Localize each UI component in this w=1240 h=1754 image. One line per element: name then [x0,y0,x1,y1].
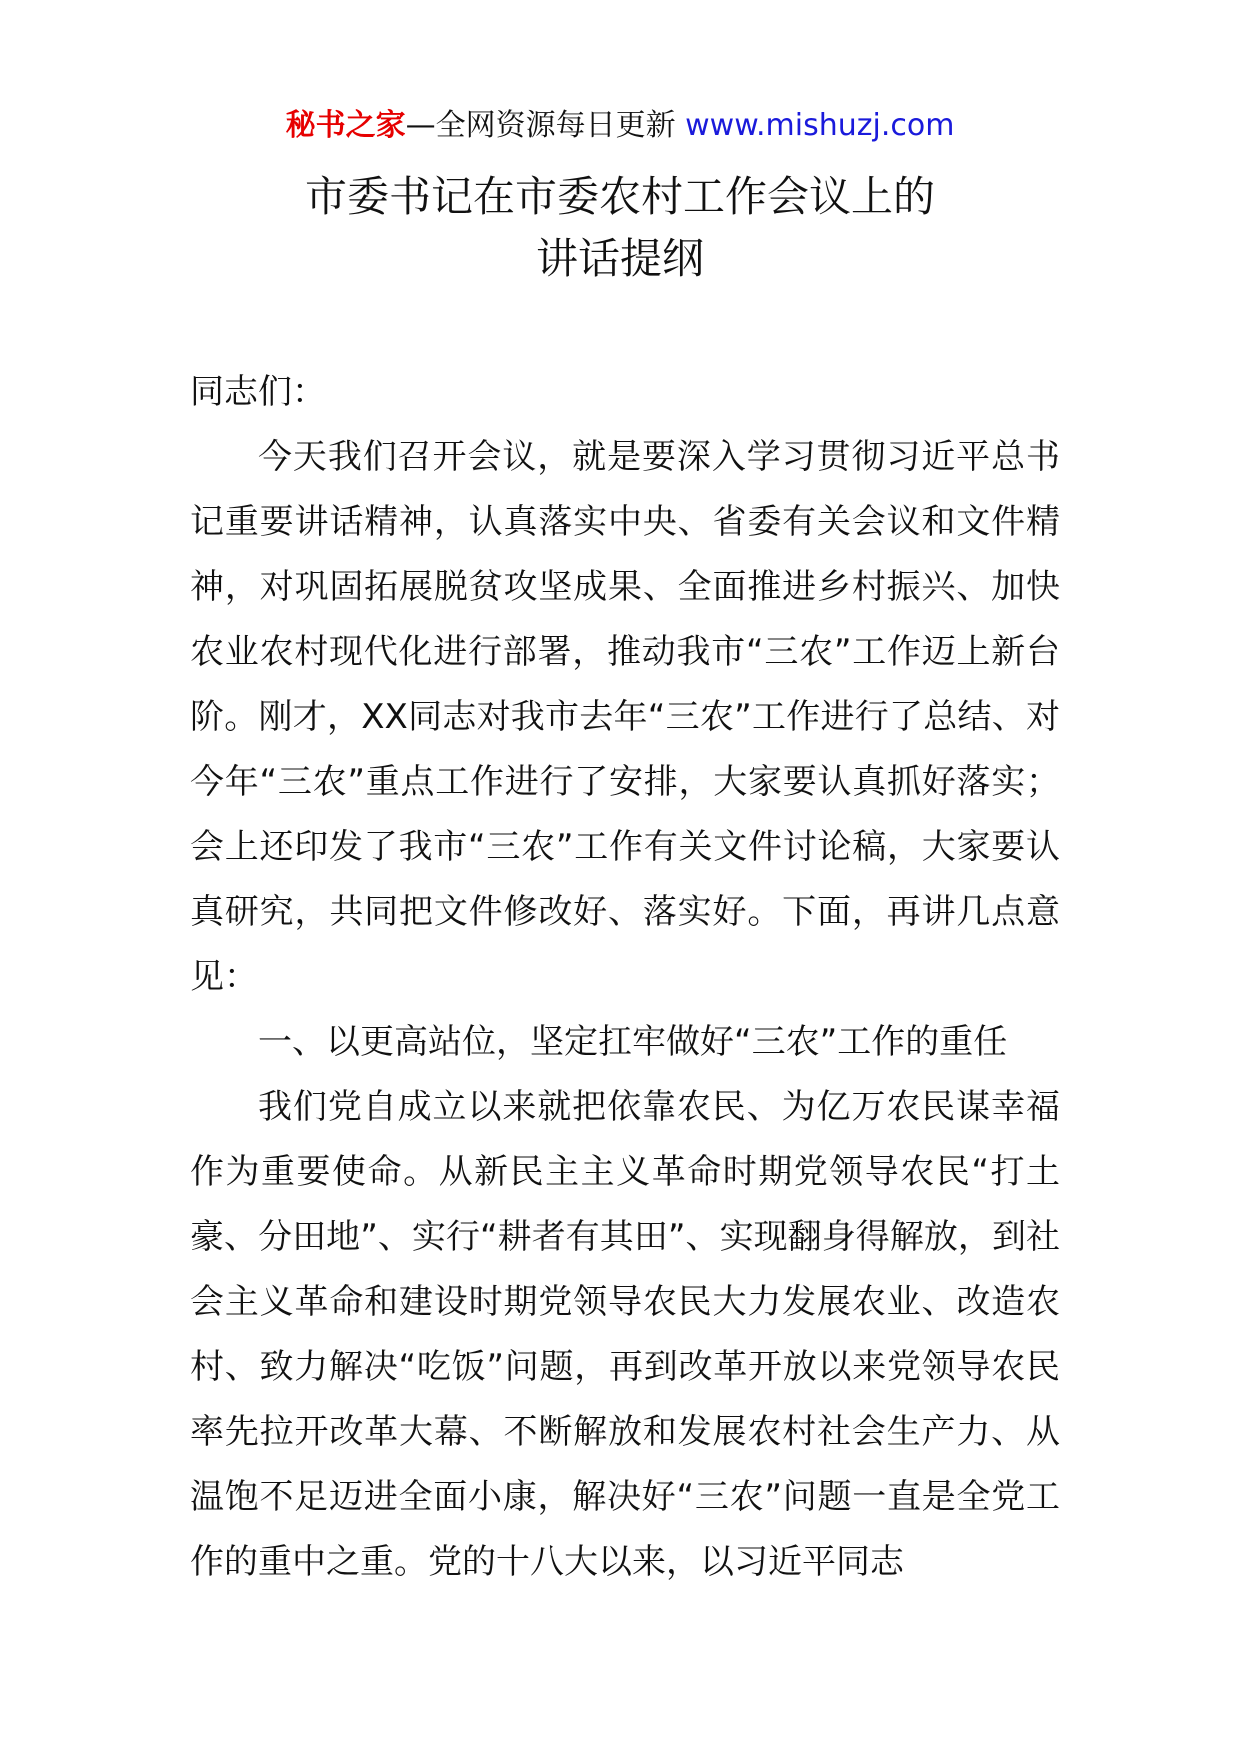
paragraph-history: 我们党自成立以来就把依靠农民、为亿万农民谋幸福作为重要使命。从新民主主义革命时期党领导农民“打土豪、分田地”、实行“耕者有其田”、实现翻身得解放，到社会主义革命和建设时期党领导农民大力发展农业、改造农村、致力解决“吃饭”问题，再到改革开放以来党领导农民率先拉开改革大幕、不断解放和发展农村社会生产力、从温饱不足迈进全面小康，解决好“三农”问题一直是全党工作的重中之重。党的十八大以来，以习近平同志 [190,1087,1060,1582]
site-header [0,106,1240,146]
section-heading-1: 一、以更高站位，坚定扛牢做好“三农”工作的重任 [258,1022,1008,1062]
brand-name: 秘书之家 [285,108,406,143]
document-body [190,360,1060,1595]
title-line-1: 市委书记在市委农村工作会议上的 [304,172,935,221]
header-tagline: —全网资源每日更新 [405,108,676,143]
title-line-2: 讲话提纲 [535,234,704,283]
paragraph-intro: 今天我们召开会议，就是要深入学习贯彻习近平总书记重要讲话精神，认真落实中央、省委有关会议和文件精神，对巩固拓展脱贫攻坚成果、全面推进乡村振兴、加快农业农村现代化进行部署，推动我市“三农”工作迈上新台阶。刚才，XX同志对我市去年“三农”工作进行了总结、对今年“三农”重点工作进行了安排，大家要认真抓好落实；会上还印发了我市“三农”工作有关文件讨论稿，大家要认真研究，共同把文件修改好、落实好。下面，再讲几点意见： [190,437,1060,997]
salutation: 同志们： [190,372,326,412]
site-url-link[interactable]: www.mishuzj.com [685,108,955,143]
document-title [0,166,1240,290]
